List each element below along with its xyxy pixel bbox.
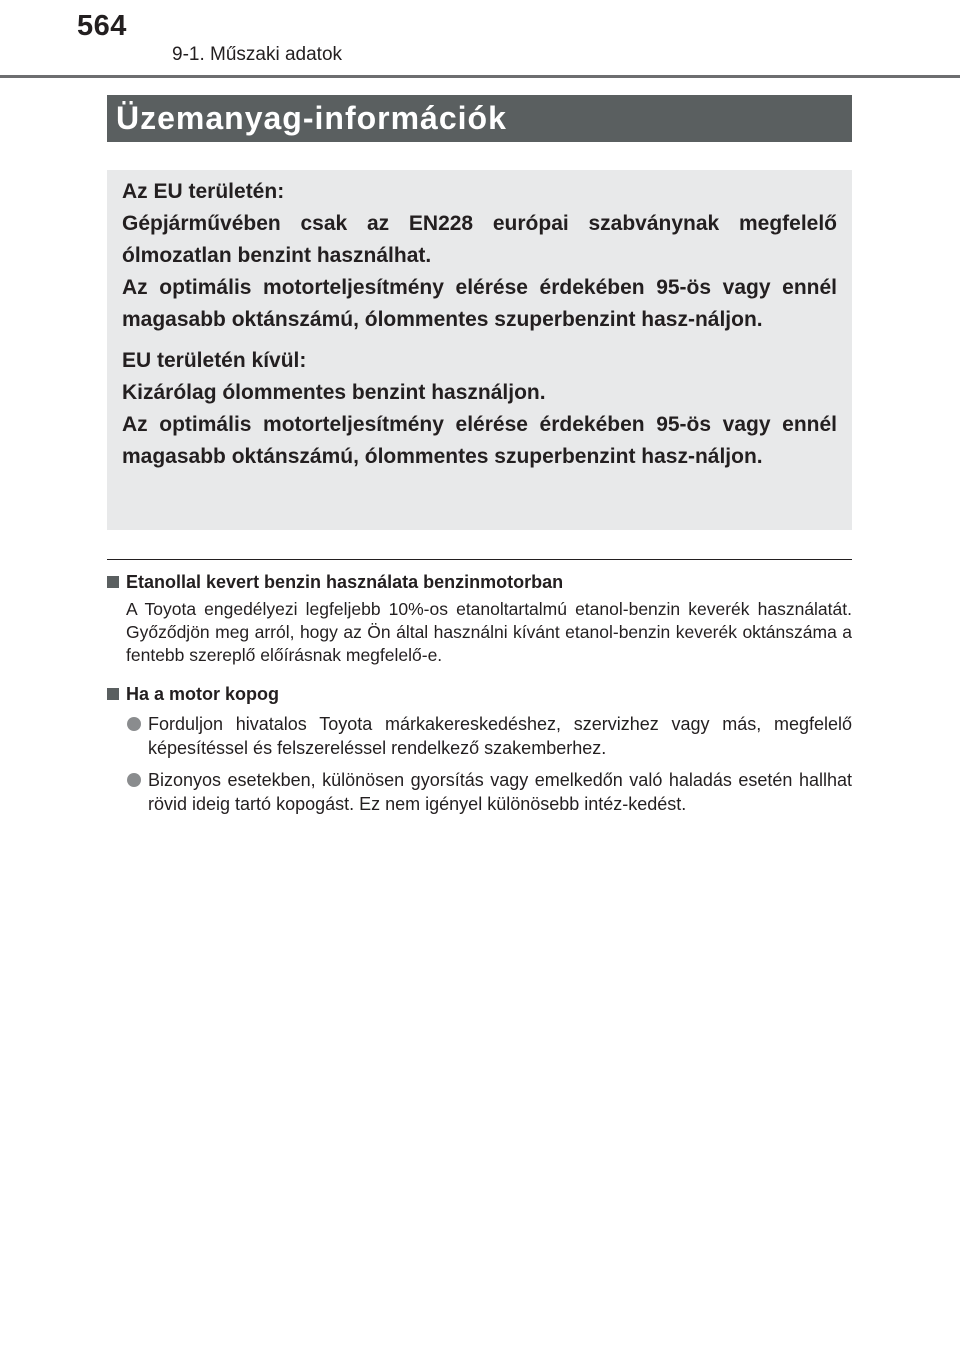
header-rule xyxy=(0,75,960,78)
square-bullet-icon xyxy=(107,576,119,588)
fuel-info-box xyxy=(107,170,852,530)
non-eu-text-1: Kizárólag ólommentes benzint használjon. xyxy=(122,381,546,404)
ethanol-note-heading xyxy=(107,570,852,594)
list-item-text: Bizonyos esetekben, különösen gyorsítás vagy emelkedőn való haladás esetén hallhat rövid ideig tartó kopogást. Ez nem igényel különösebb intéz-kedést. xyxy=(148,770,852,814)
non-eu-text-2: Az optimális motorteljesítmény elérése érdekében 95-ös vagy ennél magasabb oktánszámú, ólommentes szuperbenzint hasz-náljon. xyxy=(122,413,837,468)
notes-section xyxy=(107,570,852,816)
section-label: 9-1. Műszaki adatok xyxy=(172,44,343,65)
notes-divider xyxy=(107,559,852,560)
page-number: 564 xyxy=(77,10,127,42)
ethanol-note xyxy=(107,570,852,667)
knock-note xyxy=(107,682,852,816)
square-bullet-icon xyxy=(107,688,119,700)
knock-heading-text: Ha a motor kopog xyxy=(126,684,280,704)
circle-bullet-icon xyxy=(127,773,141,787)
page-title: Üzemanyag-információk xyxy=(107,95,852,142)
circle-bullet-icon xyxy=(127,717,141,731)
list-item xyxy=(107,768,852,816)
eu-text-2: Az optimális motorteljesítmény elérése érdekében 95-ös vagy ennél magasabb oktánszámú, ólommentes szuperbenzint hasz-náljon. xyxy=(122,276,837,331)
eu-heading: Az EU területén: xyxy=(122,180,285,203)
list-item xyxy=(107,712,852,760)
ethanol-heading-text: Etanollal kevert benzin használata benzinmotorban xyxy=(126,572,564,592)
non-eu-heading: EU területén kívül: xyxy=(122,349,307,372)
eu-text-1: Gépjárművében csak az EN228 európai szabványnak megfelelő ólmozatlan benzint használhat. xyxy=(122,212,837,267)
list-item-text: Forduljon hivatalos Toyota márkakereskedéshez, szervizhez vagy más, megfelelő képesítéssel és felszereléssel rendelkező szakemberhez. xyxy=(148,714,852,758)
knock-note-heading xyxy=(107,682,852,706)
ethanol-note-text: A Toyota engedélyezi legfeljebb 10%-os etanoltartalmú etanol-benzin keverék használatát. Győződjön meg arról, hogy az Ön által használni kívánt etanol-benzin keverék oktánszáma a fentebb szereplő előírásnak megfelelő-e. xyxy=(126,599,852,665)
